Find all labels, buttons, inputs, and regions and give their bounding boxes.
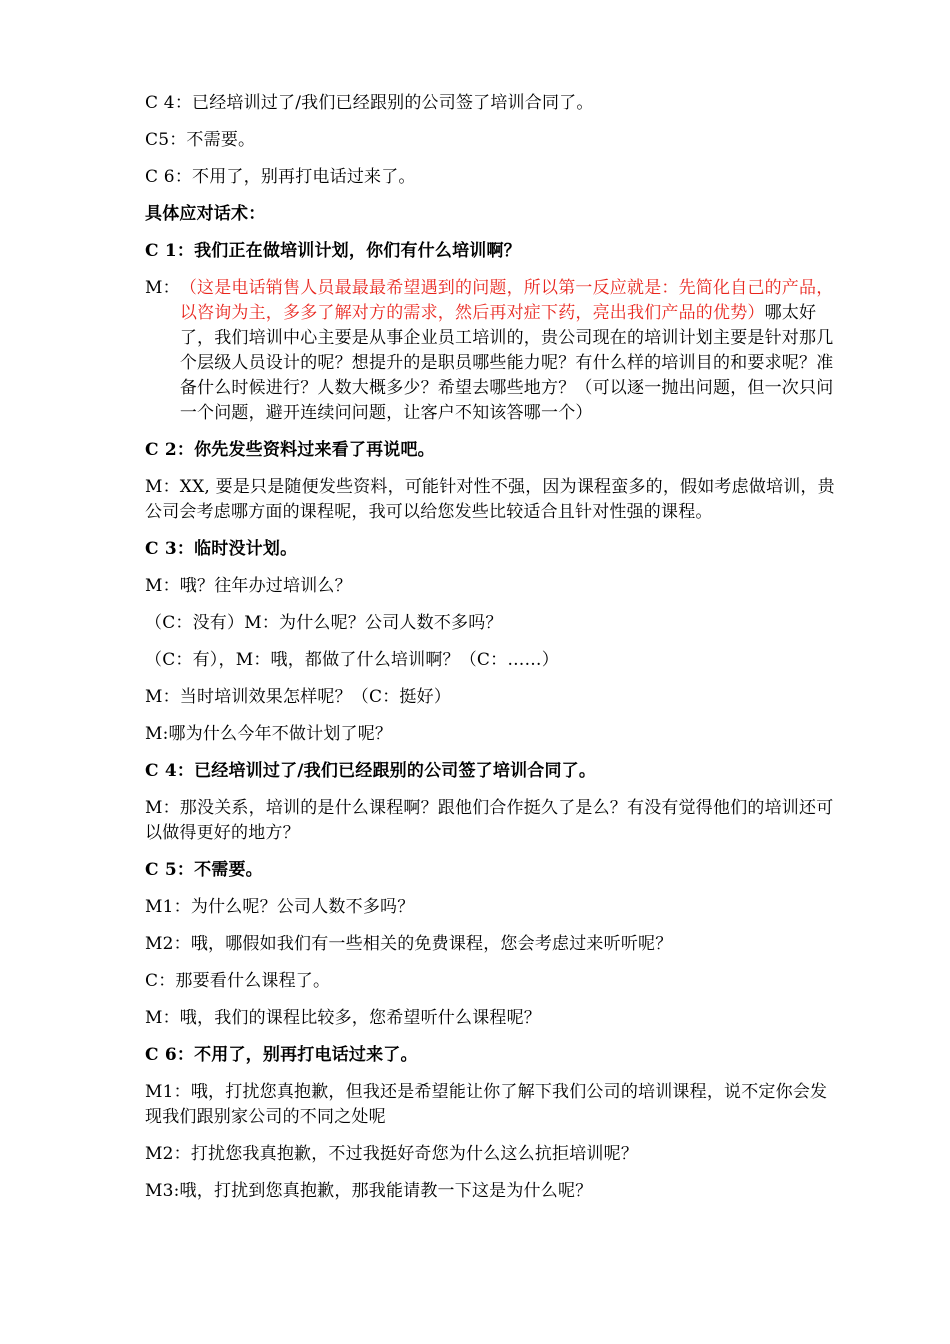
response-c5-line-3: C：那要看什么课程了。	[145, 971, 331, 991]
document-body	[145, 91, 835, 1216]
objection-c1-heading: C 1：我们正在做培训计划，你们有什么培训啊？	[145, 241, 521, 261]
response-c3-line-2: （C：没有）M：为什么呢？公司人数不多吗？	[145, 613, 503, 633]
response-c3-line-5: M:哪为什么今年不做计划了呢？	[145, 724, 393, 744]
response-c1-note: （这是电话销售人员最最最希望遇到的问题，所以第一反应就是：先简化自己的产品，以咨询为主，多多了解对方的需求，然后再对症下药，亮出我们产品的优势）	[179, 278, 834, 323]
response-c5-line-4: M：哦，我们的课程比较多，您希望听什么课程呢？	[145, 1008, 542, 1028]
objection-c3-heading: C 3：临时没计划。	[145, 539, 298, 559]
objection-c4-heading: C 4：已经培训过了/我们已经跟别的公司签了培训合同了。	[145, 761, 597, 781]
speaker-label: M：	[145, 278, 180, 298]
response-c3-line-4: M：当时培训效果怎样呢？（C：挺好）	[145, 687, 452, 707]
objection-c5-item: C5：不需要。	[145, 130, 256, 150]
objection-c6-item: C 6：不用了，别再打电话过来了。	[145, 167, 416, 187]
response-c3-line-1: M：哦？往年办过培训么？	[145, 576, 352, 596]
section-heading: 具体应对话术：	[145, 204, 266, 224]
response-c1-text: 哪太好了，我们培训中心主要是从事企业员工培训的，贵公司现在的培训计划主要是针对那几个层级人员设计的呢？想提升的是职员哪些能力呢？有什么样的培训目的和要求呢？准备什么时候进行？人数大概多少？希望去哪些地方？（可以逐一抛出问题，但一次只问一个问题，避开连续问问题，让客户不知该答哪一个）	[179, 303, 834, 423]
objection-c4-item: C 4：已经培训过了/我们已经跟别的公司签了培训合同了。	[145, 93, 594, 113]
response-c5-line-1: M1：为什么呢？公司人数不多吗？	[145, 897, 415, 917]
response-c6-line-1: M1：哦，打扰您真抱歉，但我还是希望能让你了解下我们公司的培训课程，说不定你会发现我们跟别家公司的不同之处呢	[145, 1082, 828, 1127]
response-c2-paragraph: M：XX, 要是只是随便发些资料，可能针对性不强，因为课程蛮多的，假如考虑做培训，贵公司会考虑哪方面的课程呢，我可以给您发些比较适合且针对性强的课程。	[145, 477, 835, 522]
response-c5-line-2: M2：哦，哪假如我们有一些相关的免费课程，您会考虑过来听听呢？	[145, 934, 673, 954]
response-c1-paragraph	[145, 276, 835, 426]
response-c4-paragraph: M：那没关系，培训的是什么课程啊？跟他们合作挺久了是么？有没有觉得他们的培训还可以做得更好的地方？	[145, 798, 834, 843]
response-c1-body	[180, 276, 835, 426]
objection-c6-heading: C 6：不用了，别再打电话过来了。	[145, 1045, 418, 1065]
response-c6-line-2: M2：打扰您我真抱歉，不过我挺好奇您为什么这么抗拒培训呢？	[145, 1144, 639, 1164]
objection-c2-heading: C 2：你先发些资料过来看了再说吧。	[145, 440, 435, 460]
objection-c5-heading: C 5：不需要。	[145, 860, 263, 880]
response-c6-line-3: M3:哦，打扰到您真抱歉，那我能请教一下这是为什么呢？	[145, 1181, 593, 1201]
response-c3-line-3: （C：有），M：哦，都做了什么培训啊？（C：……）	[145, 650, 559, 670]
